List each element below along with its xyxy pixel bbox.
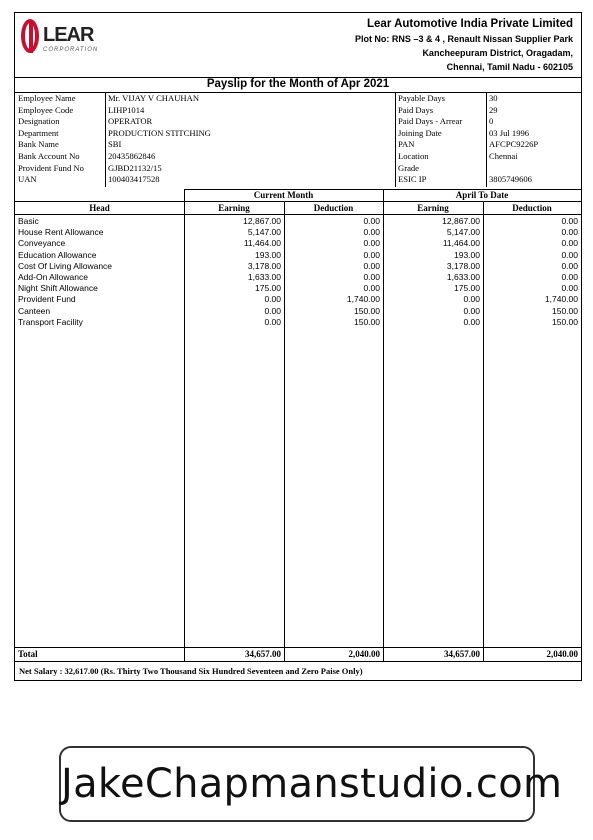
company-logo: [21, 19, 105, 63]
row-amount-ye: 0.00: [463, 316, 480, 327]
info-value: 20435862846: [108, 150, 156, 161]
current-earning-header: Earning: [218, 203, 250, 213]
total-current-deduction: 2,040.00: [348, 649, 380, 659]
row-amount-cd: 0.00: [363, 238, 380, 249]
info-value: OPERATOR: [108, 116, 153, 127]
table-row: [15, 216, 581, 227]
row-amount-yd: 0.00: [561, 216, 578, 226]
row-amount-yd: 0.00: [561, 283, 578, 294]
row-amount-cd: 0.00: [363, 260, 380, 271]
info-label: Bank Account No: [18, 150, 80, 161]
row-amount-cd: 0.00: [363, 227, 380, 238]
info-row: [395, 139, 581, 151]
info-row: [15, 174, 395, 186]
row-amount-ye: 3,178.00: [446, 260, 480, 271]
payslip-sheet: [14, 12, 582, 681]
row-amount-ce: 3,178.00: [247, 260, 281, 271]
row-head: Conveyance: [18, 238, 66, 249]
row-amount-ce: 0.00: [264, 305, 281, 316]
total-label: Total: [18, 649, 38, 659]
row-amount-yd: 0.00: [561, 227, 578, 238]
ytd-deduction-header: Deduction: [512, 203, 552, 213]
row-amount-yd: 0.00: [561, 238, 578, 249]
info-row: [15, 93, 395, 105]
row-head: Night Shift Allowance: [18, 283, 98, 294]
row-head: Canteen: [18, 305, 51, 316]
total-ytd-earning: 34,657.00: [444, 649, 480, 659]
payslip-header: [15, 13, 581, 78]
company-info: [355, 17, 573, 74]
row-amount-ce: 193.00: [255, 249, 281, 260]
row-amount-cd: 0.00: [363, 216, 380, 226]
info-value: Mr. VIJAY V CHAUHAN: [108, 93, 200, 103]
info-row: [15, 128, 395, 140]
row-amount-ye: 193.00: [454, 249, 480, 260]
info-value: 3805749606: [489, 174, 532, 185]
info-label: Designation: [18, 116, 60, 127]
info-label: Employee Name: [18, 93, 76, 103]
row-amount-ye: 11,464.00: [442, 238, 480, 249]
info-value: SBI: [108, 139, 122, 150]
row-amount-ce: 12,867.00: [243, 216, 281, 226]
net-salary: [15, 662, 581, 680]
row-head: House Rent Allowance: [18, 227, 104, 238]
row-amount-ce: 11,464.00: [243, 238, 281, 249]
watermark-text: JakeChapmanstudio.com: [61, 761, 563, 807]
current-deduction-header: Deduction: [313, 203, 354, 213]
row-amount-cd: 0.00: [363, 249, 380, 260]
row-head: Transport Facility: [18, 316, 83, 327]
table-row: [15, 306, 581, 317]
info-label: Paid Days: [398, 104, 434, 115]
row-head: Provident Fund: [18, 294, 76, 305]
info-value: LIHP1014: [108, 104, 145, 115]
row-amount-ye: 1,633.00: [446, 271, 480, 282]
table-row: [15, 272, 581, 283]
info-row: [395, 128, 581, 140]
info-row: [395, 151, 581, 163]
info-row: [15, 116, 395, 128]
info-label: Joining Date: [398, 127, 442, 138]
table-row: [15, 261, 581, 272]
info-row: [395, 174, 581, 186]
row-amount-yd: 0.00: [561, 271, 578, 282]
row-amount-yd: 0.00: [561, 249, 578, 260]
info-row: [15, 163, 395, 175]
employee-info-right: [395, 93, 581, 186]
row-amount-yd: 0.00: [561, 260, 578, 271]
company-address-line-2: Kancheepuram District, Oragadam,: [422, 48, 573, 58]
info-value: Chennai: [489, 150, 518, 161]
current-month-header: Current Month: [253, 190, 314, 200]
row-amount-cd: 150.00: [354, 305, 380, 316]
info-label: Department: [18, 127, 59, 138]
info-row: [395, 116, 581, 128]
ytd-earning-header: Earning: [417, 203, 449, 213]
row-amount-yd: 150.00: [552, 316, 578, 327]
total-current-earning: 34,657.00: [245, 649, 281, 659]
table-row: [15, 317, 581, 328]
info-row: [15, 105, 395, 117]
info-label: Paid Days - Arrear: [398, 116, 463, 127]
info-row: [395, 93, 581, 105]
logo-wordmark: LEAR: [43, 24, 94, 46]
company-name: Lear Automotive India Private Limited: [367, 18, 573, 30]
info-row: [395, 163, 581, 175]
table-row: [15, 294, 581, 305]
row-amount-cd: 150.00: [354, 316, 380, 327]
employee-info-left: [15, 93, 395, 186]
row-amount-ce: 5,147.00: [247, 227, 281, 238]
info-value: 29: [489, 104, 498, 115]
table-row: [15, 283, 581, 294]
info-label: Location: [398, 150, 429, 161]
info-value: 100403417528: [108, 174, 160, 185]
info-label: Grade: [398, 162, 419, 173]
row-amount-ye: 0.00: [463, 294, 480, 305]
info-value: 03 Jul 1996: [489, 127, 530, 138]
info-value: 0: [489, 116, 494, 127]
row-amount-ye: 0.00: [463, 305, 480, 316]
info-label: UAN: [18, 174, 37, 185]
info-label: ESIC IP: [398, 174, 427, 185]
info-value: PRODUCTION STITCHING: [108, 127, 211, 138]
row-head: Cost Of Living Allowance: [18, 260, 113, 271]
earnings-table: [15, 216, 581, 328]
row-amount-cd: 0.00: [363, 271, 380, 282]
row-amount-ye: 175.00: [454, 283, 480, 294]
row-head: Basic: [18, 216, 39, 226]
row-amount-ce: 175.00: [255, 283, 281, 294]
row-amount-cd: 1,740.00: [346, 294, 380, 305]
logo-subtext: CORPORATION: [43, 47, 99, 53]
table-row: [15, 227, 581, 238]
table-row: [15, 238, 581, 249]
watermark-box: [59, 746, 563, 822]
row-amount-cd: 0.00: [363, 283, 380, 294]
payslip-title: Payslip for the Month of Apr 2021: [15, 77, 581, 93]
info-value: GJBD21132/15: [108, 162, 162, 173]
info-label: Bank Name: [18, 139, 59, 150]
row-amount-ce: 0.00: [264, 316, 281, 327]
info-value: AFCPC9226P: [489, 139, 539, 150]
april-to-date-header: April To Date: [455, 190, 509, 200]
company-address-line-3: Chennai, Tamil Nadu - 602105: [446, 62, 573, 72]
info-label: PAN: [398, 139, 415, 150]
info-label: Employee Code: [18, 104, 74, 115]
row-amount-ce: 1,633.00: [247, 271, 281, 282]
row-amount-ye: 5,147.00: [446, 227, 480, 238]
row-amount-ce: 0.00: [264, 294, 281, 305]
info-row: [15, 151, 395, 163]
table-row: [15, 250, 581, 261]
info-row: [15, 139, 395, 151]
info-label: Provident Fund No: [18, 162, 84, 173]
row-amount-ye: 12,867.00: [442, 216, 480, 226]
row-amount-yd: 150.00: [552, 305, 578, 316]
info-label: Payable Days: [398, 93, 446, 103]
company-address-line-1: Plot No: RNS –3 & 4 , Renault Nissan Supplier Park: [354, 34, 573, 44]
row-head: Education Allowance: [18, 249, 97, 260]
info-value: 30: [489, 93, 498, 103]
row-head: Add-On Allowance: [18, 271, 88, 282]
info-row: [395, 105, 581, 117]
head-column-header: Head: [89, 203, 110, 213]
net-salary-text: Net Salary : 32,617.00 (Rs. Thirty Two Thousand Six Hundred Seventeen and Zero Paise Only): [19, 666, 363, 676]
total-ytd-deduction: 2,040.00: [546, 649, 578, 659]
row-amount-yd: 1,740.00: [544, 294, 578, 305]
